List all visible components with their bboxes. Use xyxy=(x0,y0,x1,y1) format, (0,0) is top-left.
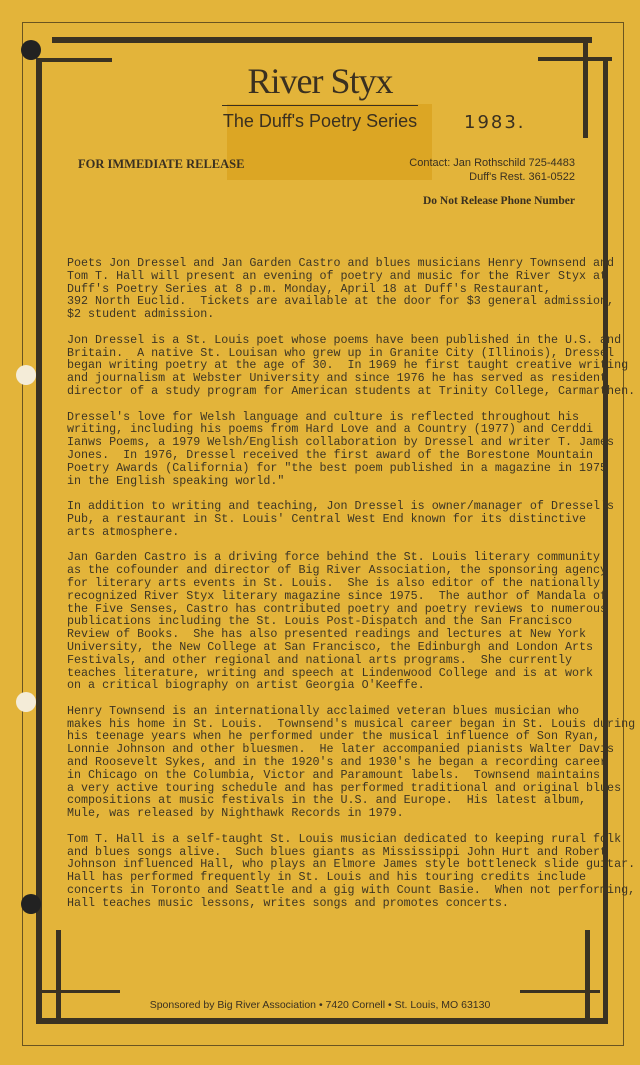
text-line: publications including the St. Louis Post-Dispatch and the San Francisco xyxy=(67,614,572,629)
text-line: a very active touring schedule and has performed traditional and original blues xyxy=(67,780,622,795)
series-subtitle: The Duff's Poetry Series xyxy=(222,111,418,131)
text-line: Mule, was released by Nighthawk Records in 1979. xyxy=(67,806,404,821)
text-line: makes his home in St. Louis. Townsend's musical career began in St. Louis during xyxy=(67,716,636,731)
text-line: arts atmosphere. xyxy=(67,524,180,539)
text-line: recognized River Styx literary magazine since 1975. The author of Mandala of xyxy=(67,588,608,603)
release-notice: FOR IMMEDIATE RELEASE xyxy=(78,157,245,171)
text-line: and blues songs alive. Such blues giants as Mississippi John Hurt and Robert xyxy=(67,844,608,859)
paragraph xyxy=(67,831,636,910)
text-line: for literary arts events in St. Louis. She is also editor of the nationally xyxy=(67,575,601,590)
text-line: Dressel's love for Welsh language and culture is reflected throughout his xyxy=(67,409,579,424)
text-line: on a critical biography on artist Georgia O'Keeffe. xyxy=(67,678,425,693)
text-line: $2 student admission. xyxy=(67,307,215,322)
paragraph xyxy=(67,332,636,398)
text-line: writing, including his poems from Hard Love and a Country (1977) and Cerddi xyxy=(67,422,594,437)
do-not-release-note: Do Not Release Phone Number xyxy=(422,195,575,207)
text-line: Lonnie Johnson and other bluesmen. He later accompanied pianists Walter Davis xyxy=(67,742,615,757)
binder-hole xyxy=(21,894,41,914)
text-line: his teenage years when he performed under the musical influence of Son Ryan, xyxy=(67,729,601,744)
text-line: Tom T. Hall is a self-taught St. Louis musician dedicated to keeping rural folk xyxy=(67,831,622,846)
text-line: Festivals, and other regional and national arts programs. She currently xyxy=(67,652,572,667)
text-line: Tom T. Hall will present an evening of poetry and music for the River Styx at xyxy=(67,268,608,283)
top-border-bar xyxy=(52,37,592,43)
paragraph xyxy=(67,409,615,488)
binder-hole xyxy=(16,692,36,712)
text-line: Britain. A native St. Louisan who grew up in Granite City (Illinois), Dressel xyxy=(67,345,615,360)
text-line: the Five Senses, Castro has contributed poetry and poetry reviews to numerous xyxy=(67,601,608,616)
contact-block xyxy=(409,156,575,184)
text-line: concerts in Toronto and Seattle and a gig with Count Basie. When not performing, xyxy=(67,883,636,898)
left-border-bar xyxy=(36,58,42,1018)
paragraph xyxy=(67,703,636,821)
text-line: Jones. In 1976, Dressel received the first award of the Borestone Mountain xyxy=(67,447,594,462)
handwritten-year: 1983. xyxy=(464,112,526,133)
title-rule xyxy=(222,105,418,106)
contact-line: Duff's Rest. 361-0522 xyxy=(469,171,575,183)
text-line: Duff's Poetry Series at 8 p.m. Monday, April 18 at Duff's Restaurant, xyxy=(67,281,551,296)
text-line: Poetry Awards (California) for "the best poem published in a magazine in 1975 xyxy=(67,460,608,475)
text-line: began writing poetry at the age of 30. In 1969 he first taught creative writing xyxy=(67,358,629,373)
text-line: Jan Garden Castro is a driving force behind the St. Louis literary community xyxy=(67,550,601,565)
footer-top-rule-right xyxy=(520,990,600,993)
press-release-body xyxy=(67,256,636,922)
text-line: Pub, a restaurant in St. Louis' Central West End known for its distinctive xyxy=(67,511,587,526)
binder-hole xyxy=(16,365,36,385)
text-line: Hall has performed frequently in St. Louis and his touring credits include xyxy=(67,870,587,885)
text-line: in the English speaking world." xyxy=(67,473,285,488)
text-line: In addition to writing and teaching, Jon Dressel is owner/manager of Dressel's xyxy=(67,499,615,514)
footer-top-rule xyxy=(40,990,120,993)
text-line: Poets Jon Dressel and Jan Garden Castro and blues musicians Henry Townsend and xyxy=(67,256,615,270)
text-line: as the cofounder and director of Big River Association, the sponsoring agency xyxy=(67,563,608,578)
text-line: director of a study program for American students at Trinity College, Carmarthen. xyxy=(67,383,636,398)
paragraph xyxy=(67,499,615,539)
contact-line: Contact: Jan Rothschild 725-4483 xyxy=(409,157,575,169)
text-line: teaches literature, writing and speech at Lindenwood College and is at work xyxy=(67,665,594,680)
text-line: 392 North Euclid. Tickets are available at the door for $3 general admission, xyxy=(67,294,615,309)
text-line: Hall teaches music lessons, writes songs and promotes concerts. xyxy=(67,895,509,910)
text-line: and Roosevelt Sykes, and in the 1920's and 1930's he began a recording career xyxy=(67,755,608,770)
text-line: University, the New College at San Francisco, the Edinburgh and London Arts xyxy=(67,639,594,654)
text-line: Henry Townsend is an internationally acclaimed veteran blues musician who xyxy=(67,703,579,718)
text-line: compositions at music festivals in the U.S. and Europe. His latest album, xyxy=(67,793,587,808)
binder-hole xyxy=(21,40,41,60)
paragraph xyxy=(67,256,615,322)
paragraph xyxy=(67,551,607,692)
masthead-title: River Styx xyxy=(247,61,393,101)
text-line: Review of Books. She has also presented readings and lectures at New York xyxy=(67,627,587,642)
text-line: Jon Dressel is a St. Louis poet whose poems have been published in the U.S. and xyxy=(67,332,622,347)
text-line: Ianws Poems, a 1979 Welsh/English collaboration by Dressel and writer T. James xyxy=(67,435,615,450)
bottom-border-bar xyxy=(36,1018,608,1024)
text-line: Johnson influenced Hall, who plays an Elmore James style bottleneck slide guitar. xyxy=(67,857,636,872)
text-line: and journalism at Webster University and since 1976 he has served as resident xyxy=(67,371,608,386)
text-line: in Chicago on the Columbia, Victor and Paramount labels. Townsend maintains xyxy=(67,767,601,782)
footer-sponsor: Sponsored by Big River Association • 7420 Cornell • St. Louis, MO 63130 xyxy=(149,999,491,1011)
